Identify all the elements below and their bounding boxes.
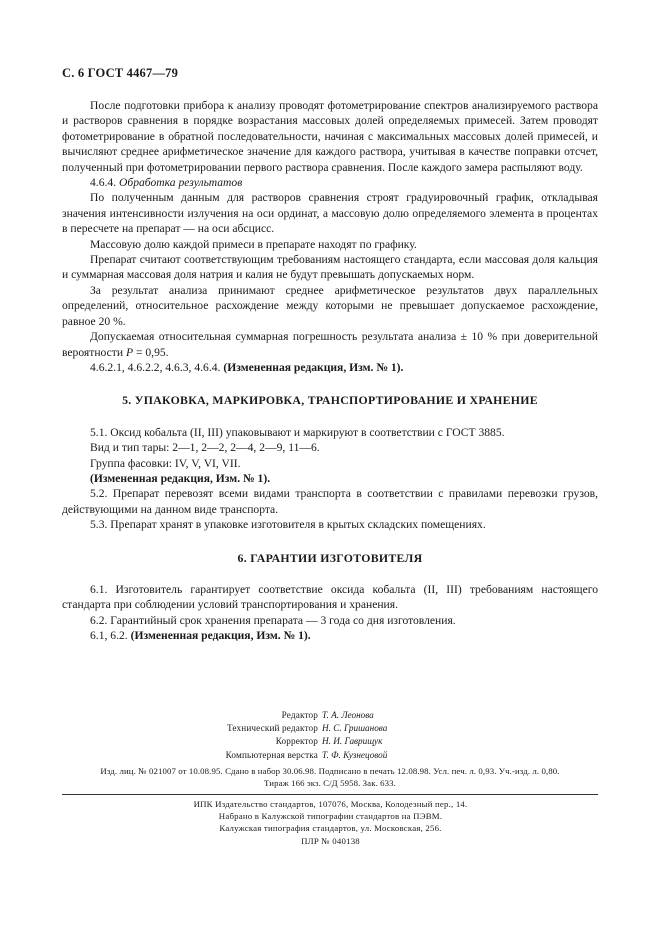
paragraph-6-1: 6.1. Изготовитель гарантирует соответствие оксида кобальта (II, III) требованиям настоящего стандарта при соблюдении условий транспортирования и хранения. [62,582,598,612]
paragraph-compliance: Препарат считают соответствующим требованиям настоящего стандарта, если массовая доля кальция и суммарная массовая доля натрия и калия не будут превышать допускаемых норм. [62,253,598,282]
paragraph-error [62,329,598,360]
error-text: Допускаемая относительная суммарная погрешность результата анализа ± 10 % при доверительной вероятности [62,330,598,359]
credit-editor [0,709,661,722]
clause-title: Обработка результатов [119,176,243,190]
page-header: С. 6 ГОСТ 4467—79 [62,66,179,80]
clause-number: 4.6.4. [90,176,117,190]
probability-symbol: P [125,345,134,359]
credit-role: Компьютерная верстка [225,749,318,760]
publisher-line: ИПК Издательство стандартов, 107076, Москва, Колодезный пер., 14. [193,799,468,809]
imprint [72,765,588,789]
section-6-title: 6. ГАРАНТИИ ИЗГОТОВИТЕЛЯ [237,550,423,565]
imprint-line: Тираж 166 экз. С/Д 5958. Зак. 633. [264,778,396,789]
credit-role: Корректор [275,736,318,747]
credits [0,709,661,762]
amendment-note: (Измененная редакция, Изм. № 1). [90,471,271,485]
paragraph-5-3: 5.3. Препарат хранят в упаковке изготовителя в крытых складских помещениях. [90,518,486,532]
credit-tech-editor [0,722,661,735]
imprint-line: Изд. лиц. № 021007 от 10.08.95. Сдано в набор 30.06.98. Подписано в печать 12.08.98. Усл. печ. л. 0,93. Уч.-изд. л. 0,80. [100,766,560,776]
publisher-line: Калужская типография стандартов, ул. Московская, 256. [219,823,442,834]
credit-name: Н. С. Гришанова [322,723,388,734]
main-text [62,98,598,644]
paragraph-5-2: 5.2. Препарат перевозят всеми видами транспорта в соответствии с правилами перевозки грузов, действующими на данном виде транспорта. [62,487,598,516]
credit-role: Технический редактор [227,723,318,734]
credit-name: Т. Ф. Кузнецовой [322,749,388,760]
clause-4-6-4-heading [62,175,598,190]
amendment-note: (Измененная редакция, Изм. № 1). [223,360,404,374]
paragraph-6-2: 6.2. Гарантийный срок хранения препарата — 3 года со дня изготовления. [90,613,456,627]
divider [62,794,598,795]
section-5-title: 5. УПАКОВКА, МАРКИРОВКА, ТРАНСПОРТИРОВАНИЕ И ХРАНЕНИЕ [122,393,538,408]
paragraph-result: За результат анализа принимают среднее арифметическое результатов двух параллельных определений, относительное расхождение между которыми не превышает допускаемое расхождение, равное 20 %. [62,283,598,328]
credit-role: Редактор [281,710,318,720]
credit-layout [0,749,661,762]
amendment-note: (Измененная редакция, Изм. № 1). [130,629,311,643]
publisher-line: Набрано в Калужской типографии стандартов на ПЭВМ. [218,811,443,822]
paragraph-amendment [62,360,598,375]
paragraph-amendment-6 [62,628,598,643]
paragraph-calibration: По полученным данным для растворов сравнения строят градуировочный график, откладывая значения интенсивности излучения на оси ординат, а массовую долю определяемого элемента в процентах в пересчете на препарат — на оси абсцисс. [62,191,598,236]
paragraph-5-1: 5.1. Оксид кобальта (II, III) упаковывают и маркируют в соответствии с ГОСТ 3885. [90,425,505,439]
probability-value: = 0,95. [133,345,169,359]
credit-name: Т. А. Леонова [322,710,374,720]
amendment-refs: 4.6.2.1, 4.6.2.2, 4.6.3, 4.6.4. [90,360,221,374]
publisher-line: ПЛР № 040138 [301,835,360,846]
publisher-info [0,798,661,847]
paragraph-container-types: Вид и тип тары: 2—1, 2—2, 2—4, 2—9, 11—6. [90,441,320,455]
paragraph-packing-group: Группа фасовки: IV, V, VI, VII. [90,456,241,470]
paragraph-graph: Массовую долю каждой примеси в препарате находят по графику. [90,237,417,251]
amendment-refs: 6.1, 6.2. [90,629,128,643]
paragraph-photometry: После подготовки прибора к анализу проводят фотометрирование спектров анализируемого раствора и растворов сравнения в порядке возрастания массовых долей определяемых примесей. Затем проводят фотометрирование в обратной последовательности, начиная с максимальных массовых долей примесей, и вычисляют среднее арифметическое значение для каждого раствора, учитывая в качестве поправки отсчет, полученный при фотометрировании первого раствора сравнения. После каждого замера распыляют воду. [62,99,598,174]
credit-name: Н. И. Гаврищук [322,736,383,747]
credit-proofreader [0,735,661,748]
